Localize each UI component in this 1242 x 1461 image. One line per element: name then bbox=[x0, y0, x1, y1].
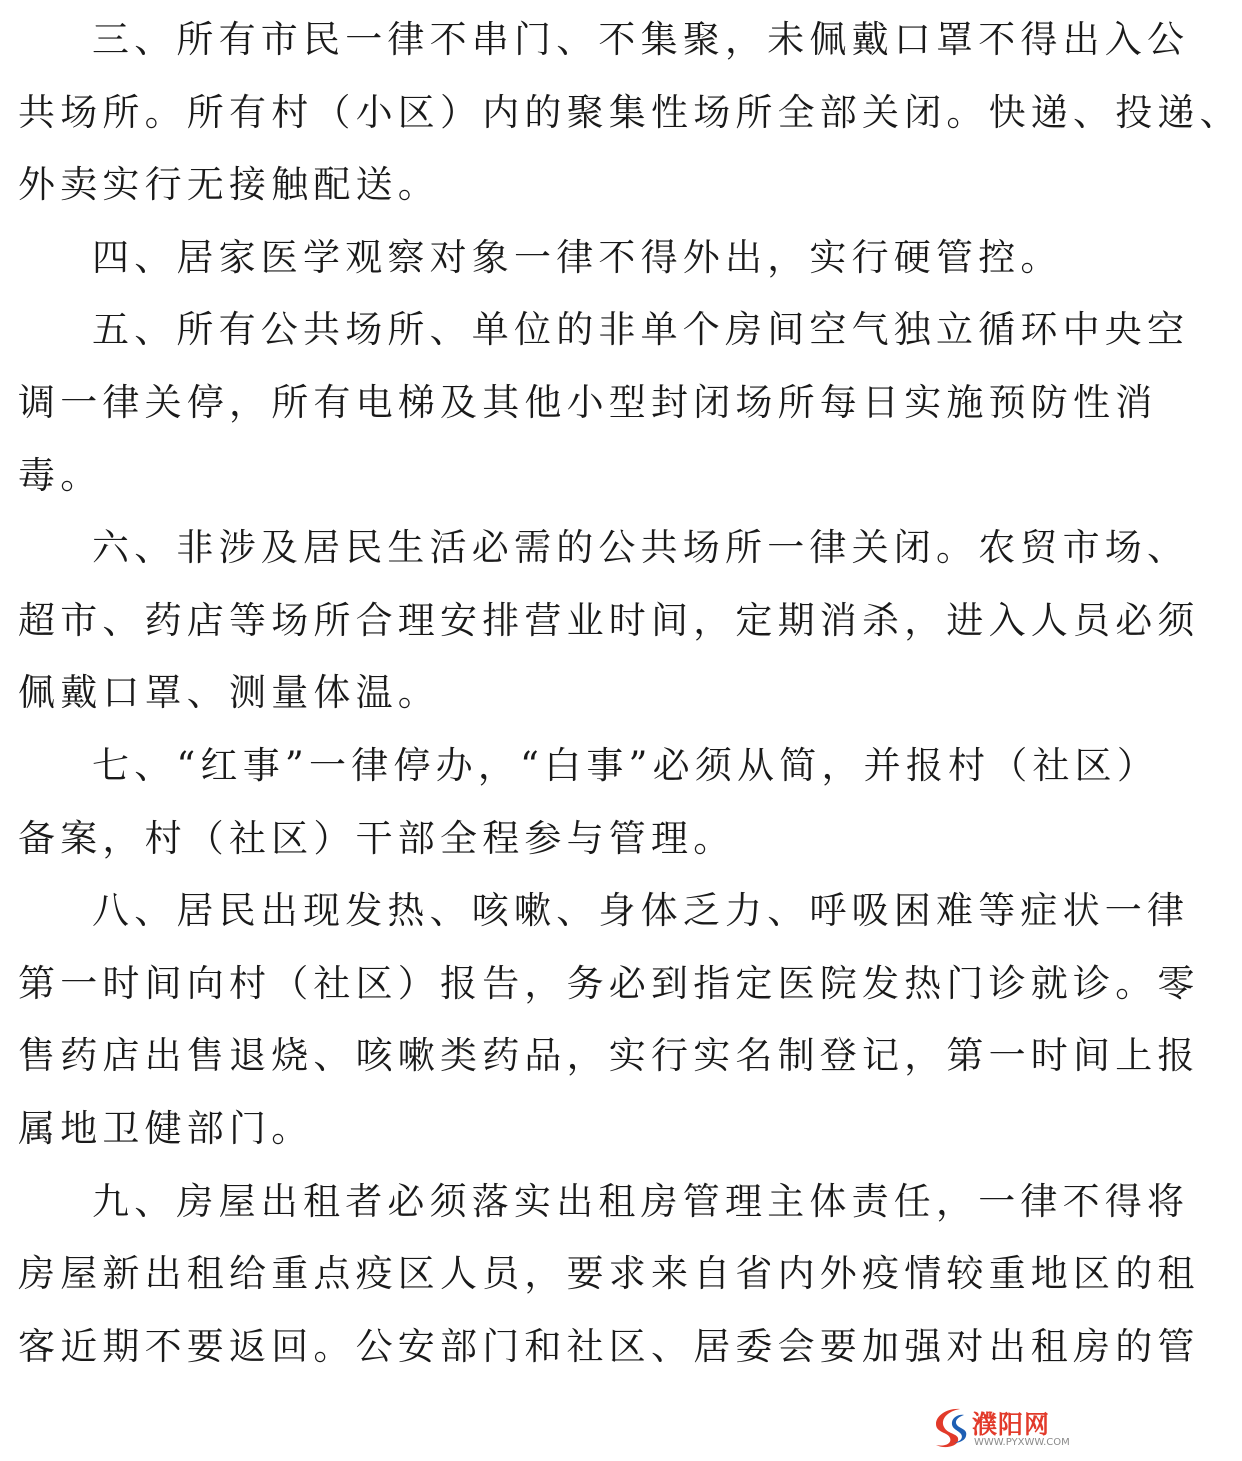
document-body bbox=[18, 4, 1242, 1383]
text-line: 佩戴口罩、测量体温。 bbox=[18, 671, 440, 715]
text-line: 四、居家医学观察对象一律不得外出，实行硬管控。 bbox=[92, 235, 1063, 279]
text-line: 调一律关停，所有电梯及其他小型封闭场所每日实施预防性消 bbox=[18, 380, 1158, 424]
document-lines bbox=[18, 4, 1242, 1383]
text-line: 八、居民出现发热、咳嗽、身体乏力、呼吸困难等症状一律 bbox=[92, 889, 1190, 933]
text-line: 毒。 bbox=[18, 453, 103, 497]
site-watermark bbox=[930, 1403, 1070, 1455]
text-line: 五、所有公共场所、单位的非单个房间空气独立循环中央空 bbox=[92, 308, 1190, 352]
text-line: 六、非涉及居民生活必需的公共场所一律关闭。农贸市场、 bbox=[92, 526, 1190, 570]
watermark-url: WWW.PYXWW.COM bbox=[974, 1437, 1070, 1448]
text-line: 七、“红事”一律停办，“白事”必须从简，并报村（社区） bbox=[92, 743, 1160, 787]
text-line: 售药店出售退烧、咳嗽类药品，实行实名制登记，第一时间上报 bbox=[18, 1034, 1200, 1078]
swoosh-logo-icon bbox=[930, 1405, 974, 1451]
text-line: 属地卫健部门。 bbox=[18, 1106, 314, 1150]
watermark-site-name: 濮阳网 bbox=[972, 1410, 1051, 1439]
text-line: 第一时间向村（社区）报告，务必到指定医院发热门诊就诊。零 bbox=[18, 961, 1200, 1005]
text-line: 客近期不要返回。公安部门和社区、居委会要加强对出租房的管 bbox=[18, 1324, 1200, 1368]
text-line: 三、所有市民一律不串门、不集聚，未佩戴口罩不得出入公 bbox=[92, 18, 1190, 61]
text-line: 共场所。所有村（小区）内的聚集性场所全部关闭。快递、投递、 bbox=[18, 90, 1242, 134]
text-line: 超市、药店等场所合理安排营业时间，定期消杀，进入人员必须 bbox=[18, 598, 1200, 642]
text-line: 备案，村（社区）干部全程参与管理。 bbox=[18, 816, 736, 860]
text-line: 外卖实行无接触配送。 bbox=[18, 163, 440, 207]
text-line: 九、房屋出租者必须落实出租房管理主体责任，一律不得将 bbox=[92, 1179, 1190, 1223]
text-line: 房屋新出租给重点疫区人员，要求来自省内外疫情较重地区的租 bbox=[18, 1252, 1200, 1296]
